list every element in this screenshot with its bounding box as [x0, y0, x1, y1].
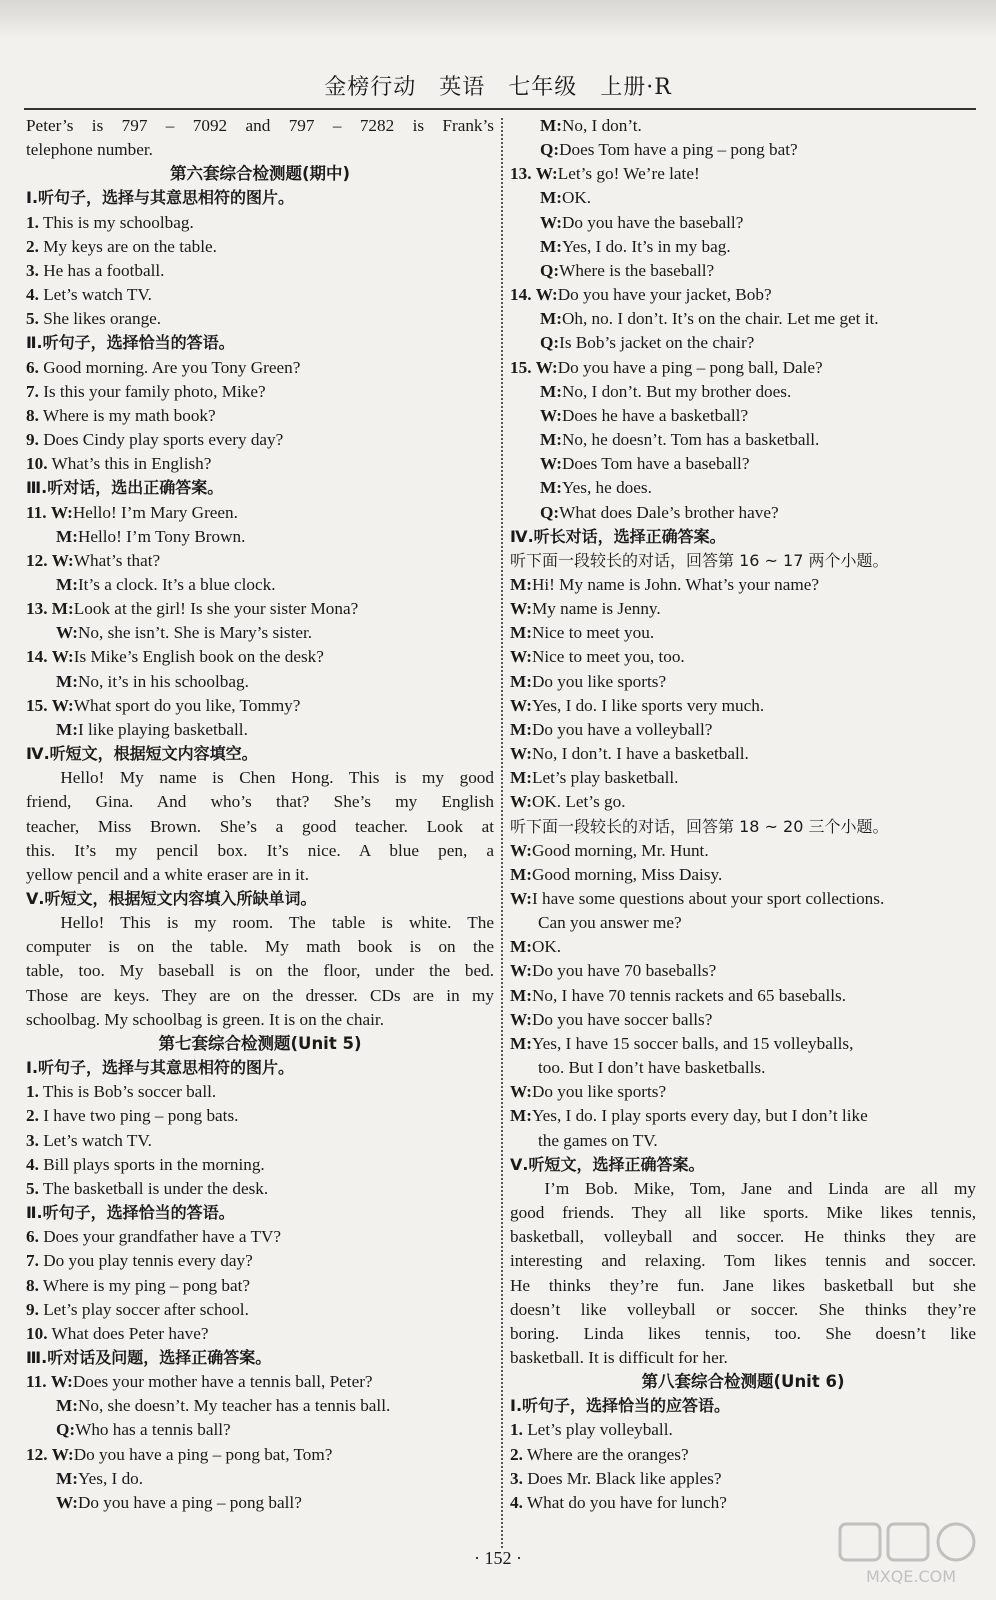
- question-text: This is my schoolbag.: [38, 212, 194, 232]
- dialogue-text: Yes, he does.: [561, 478, 652, 498]
- page-header-title: 金榜行动 英语 七年级 上册·R: [324, 75, 672, 100]
- dialogue-text: Good morning, Miss Daisy.: [531, 864, 723, 884]
- speaker-label: W:: [535, 164, 558, 184]
- question-number: 9.: [26, 430, 39, 450]
- paragraph-line: friend, Gina. And who’s that? She’s my English: [26, 792, 494, 812]
- speaker-label: M:: [56, 719, 78, 739]
- question-number: 4.: [26, 1154, 39, 1174]
- dialogue-line: [510, 1104, 976, 1128]
- question-text: Where are the oranges?: [522, 1444, 689, 1464]
- question-item: [510, 1443, 976, 1467]
- question-text: Where is my math book?: [38, 405, 216, 425]
- dialogue-text: Yes, I have 15 soccer balls, and 15 volleyballs,: [531, 1033, 854, 1053]
- dialogue-text: Does he have a basketball?: [561, 405, 749, 425]
- question-number: 10.: [26, 454, 48, 474]
- dialogue-line: [510, 863, 976, 887]
- speaker-label: Q:: [540, 260, 560, 280]
- speaker-label: W:: [50, 1372, 73, 1392]
- dialogue-text: No, I have 70 tennis rackets and 65 baseballs.: [531, 985, 847, 1005]
- speaker-label: W:: [510, 647, 532, 667]
- question-item: [26, 452, 494, 476]
- part-heading: Ⅳ.听长对话，选择正确答案。: [510, 526, 726, 546]
- dialogue-text: What does Dale’s brother have?: [559, 502, 779, 522]
- part-heading: Ⅰ.听句子，选择与其意思相符的图片。: [26, 1058, 295, 1078]
- question-text: What do you have for lunch?: [522, 1492, 727, 1512]
- question-item: [26, 1225, 494, 1249]
- question-number: 12.: [26, 550, 48, 570]
- dialogue-line: [510, 887, 976, 911]
- question-item: [26, 404, 494, 428]
- dialogue-line: [510, 1008, 976, 1032]
- question-number: 7.: [26, 1251, 39, 1271]
- question-text: Let’s play volleyball.: [522, 1420, 673, 1440]
- dialogue-line: [510, 718, 976, 742]
- question-text: Do you have your jacket, Bob?: [557, 285, 772, 305]
- speaker-label: W:: [510, 961, 532, 981]
- dialogue-line: [510, 428, 976, 452]
- dialogue-text: OK.: [531, 937, 562, 957]
- question-item: [26, 1080, 494, 1104]
- dialogue-text: Do you like sports?: [531, 1082, 667, 1102]
- question-item: [510, 1491, 976, 1515]
- watermark-logo-icon: [836, 1518, 986, 1588]
- question-number: 6.: [26, 1227, 39, 1247]
- dialogue-line: [510, 573, 976, 597]
- dialogue-text: My name is Jenny.: [531, 599, 661, 619]
- question-item: [26, 259, 494, 283]
- speaker-label: Q:: [56, 1420, 76, 1440]
- question-number: 14.: [510, 285, 532, 305]
- part-heading: Ⅴ.听短文，根据短文内容填入所缺单词。: [26, 889, 317, 908]
- dialogue-line: [510, 501, 976, 525]
- question-number: 3.: [510, 1468, 523, 1488]
- paragraph-line: basketball, volleyball and soccer. He thinks they are: [510, 1227, 976, 1247]
- right-column: [510, 114, 976, 1515]
- column-divider: [501, 118, 503, 1548]
- dialogue-line: [510, 138, 976, 162]
- speaker-label: M:: [510, 985, 532, 1005]
- speaker-label: M:: [510, 574, 532, 594]
- speaker-label: W:: [51, 647, 74, 667]
- question-number: 9.: [26, 1299, 39, 1319]
- dialogue-line: [510, 790, 976, 814]
- question-number: 3.: [26, 1130, 39, 1150]
- question-number: 15.: [510, 357, 532, 377]
- dialogue-text: No, she doesn’t. My teacher has a tennis ball.: [77, 1396, 391, 1416]
- speaker-label: M:: [510, 719, 532, 739]
- question-text: Does your mother have a tennis ball, Peter?: [72, 1372, 373, 1392]
- question-item: [510, 356, 976, 380]
- speaker-label: M:: [510, 1033, 532, 1053]
- dialogue-line: [510, 1032, 976, 1056]
- header-rule: [24, 108, 976, 110]
- dialogue-line: [510, 114, 976, 138]
- speaker-label: W:: [510, 1009, 532, 1029]
- question-item: [26, 1249, 494, 1273]
- dialogue-text: OK. Let’s go.: [531, 792, 626, 812]
- speaker-label: W:: [540, 454, 562, 474]
- speaker-label: M:: [540, 188, 562, 208]
- paragraph-line: computer is on the table. My math book is on the: [26, 937, 494, 957]
- question-number: 10.: [26, 1323, 48, 1343]
- dialogue-text: Who has a tennis ball?: [75, 1420, 231, 1440]
- question-text: He has a football.: [38, 260, 165, 280]
- dialogue-line: [26, 525, 494, 549]
- paragraph-line: telephone number.: [26, 140, 153, 160]
- question-number: 4.: [510, 1492, 523, 1512]
- question-number: 1.: [26, 212, 39, 232]
- speaker-label: W:: [540, 212, 562, 232]
- dialogue-line: [26, 1394, 494, 1418]
- paragraph-line: doesn’t like volleyball or soccer. She thinks they’re: [510, 1299, 976, 1319]
- question-number: 7.: [26, 381, 39, 401]
- question-number: 8.: [26, 405, 39, 425]
- dialogue-line: [26, 1467, 494, 1491]
- dialogue-text: No, I don’t. I have a basketball.: [531, 744, 749, 764]
- question-item: [26, 1104, 494, 1128]
- speaker-label: W:: [540, 405, 562, 425]
- dialogue-line: [510, 645, 976, 669]
- dialogue-text: Do you have a volleyball?: [531, 719, 713, 739]
- question-item: [26, 1177, 494, 1201]
- question-text: Does your grandfather have a TV?: [38, 1227, 282, 1247]
- question-text: Does Mr. Black like apples?: [522, 1468, 722, 1488]
- question-text: Let’s play soccer after school.: [38, 1299, 249, 1319]
- speaker-label: M:: [56, 574, 78, 594]
- paragraph-line: Peter’s is 797 – 7092 and 797 – 7282 is Frank’s: [26, 116, 494, 135]
- dialogue-line: [26, 621, 494, 645]
- dialogue-text: It’s a clock. It’s a blue clock.: [77, 574, 276, 594]
- question-item: [510, 162, 976, 186]
- question-text: Is Mike’s English book on the desk?: [73, 647, 324, 667]
- dialogue-text: Do you have the baseball?: [561, 212, 744, 232]
- question-number: 5.: [26, 1178, 39, 1198]
- speaker-label: Q:: [540, 140, 560, 160]
- speaker-label: W:: [510, 744, 532, 764]
- dialogue-line: [26, 718, 494, 742]
- watermark-text: MXQE.COM: [865, 1567, 957, 1586]
- question-item: [510, 283, 976, 307]
- question-text: She likes orange.: [38, 309, 162, 329]
- page-number: · 152 ·: [474, 1548, 522, 1568]
- question-text: Let’s go! We’re late!: [557, 164, 700, 184]
- dialogue-text: Hello! I’m Tony Brown.: [77, 526, 246, 546]
- paragraph-line: interesting and relaxing. Tom likes tennis and soccer.: [510, 1251, 976, 1271]
- dialogue-text: I have some questions about your sport collections.: [531, 889, 885, 908]
- question-text: Is this your family photo, Mike?: [38, 381, 266, 401]
- dialogue-text: Yes, I do. I play sports every day, but I don’t like: [531, 1106, 868, 1126]
- dialogue-line: [510, 766, 976, 790]
- question-text: Let’s watch TV.: [38, 285, 152, 305]
- dialogue-text: I like playing basketball.: [77, 719, 248, 739]
- speaker-label: M:: [540, 236, 562, 256]
- question-text: This is Bob’s soccer ball.: [38, 1082, 217, 1102]
- part-heading: Ⅱ.听句子，选择恰当的答语。: [26, 1203, 235, 1223]
- dialogue-line: [510, 839, 976, 863]
- speaker-label: W:: [510, 695, 532, 715]
- question-text: What sport do you like, Tommy?: [73, 695, 301, 715]
- question-item: [26, 597, 494, 621]
- question-item: [26, 694, 494, 718]
- speaker-label: W:: [535, 285, 558, 305]
- question-number: 3.: [26, 260, 39, 280]
- paragraph-line: He thinks they’re fun. Jane likes basketball but she: [510, 1275, 976, 1295]
- question-item: [26, 645, 494, 669]
- paragraph-line: Those are keys. They are on the dresser. CDs are in my: [26, 985, 494, 1005]
- question-number: 14.: [26, 647, 48, 667]
- section-title: 第七套综合检测题(Unit 5): [158, 1033, 362, 1053]
- dialogue-line: [510, 984, 976, 1008]
- question-item: [26, 549, 494, 573]
- speaker-label: M:: [56, 671, 78, 691]
- dialogue-text: Nice to meet you, too.: [531, 647, 685, 667]
- question-text: Hello! I’m Mary Green.: [72, 502, 238, 522]
- dialogue-text: Yes, I do. It’s in my bag.: [561, 236, 731, 256]
- speaker-label: M:: [56, 1396, 78, 1416]
- question-text: The basketball is under the desk.: [38, 1178, 269, 1198]
- instruction-line: 听下面一段较长的对话，回答第 18 ~ 20 三个小题。: [510, 816, 889, 836]
- question-item: [26, 1129, 494, 1153]
- speaker-label: W:: [510, 840, 532, 860]
- speaker-label: W:: [56, 1492, 78, 1512]
- speaker-label: W:: [510, 1082, 532, 1102]
- question-text: What’s this in English?: [47, 454, 212, 474]
- speaker-label: W:: [51, 695, 74, 715]
- question-item: [510, 1467, 976, 1491]
- speaker-label: M:: [510, 623, 532, 643]
- paragraph-line: I’m Bob. Mike, Tom, Jane and Linda are all my: [544, 1178, 976, 1198]
- question-item: [26, 1443, 494, 1467]
- paragraph-line: yellow pencil and a white eraser are in it.: [26, 864, 309, 884]
- speaker-label: M:: [510, 864, 532, 884]
- speaker-label: M:: [510, 768, 532, 788]
- instruction-line: 听下面一段较长的对话，回答第 16 ~ 17 两个小题。: [510, 550, 889, 570]
- question-number: 2.: [26, 1106, 39, 1126]
- question-item: [26, 1153, 494, 1177]
- dialogue-line: [510, 186, 976, 210]
- question-item: [26, 356, 494, 380]
- dialogue-text: No, I don’t.: [561, 116, 642, 135]
- speaker-label: M:: [56, 526, 78, 546]
- dialogue-line: [510, 331, 976, 355]
- question-item: [26, 1274, 494, 1298]
- speaker-label: M:: [540, 116, 562, 135]
- dialogue-text: Yes, I do. I like sports very much.: [531, 695, 765, 715]
- question-number: 2.: [510, 1444, 523, 1464]
- part-heading: Ⅲ.听对话，选出正确答案。: [26, 478, 224, 498]
- question-number: 5.: [26, 309, 39, 329]
- question-number: 4.: [26, 285, 39, 305]
- question-text: Do you have a ping – pong bat, Tom?: [73, 1444, 333, 1464]
- dialogue-line: [510, 307, 976, 331]
- paragraph-line: boring. Linda likes tennis, too. She doesn’t like: [510, 1323, 976, 1343]
- question-number: 13.: [510, 164, 532, 184]
- speaker-label: M:: [510, 937, 532, 957]
- dialogue-text: Do you have 70 baseballs?: [531, 961, 717, 981]
- page-top-edge: [0, 0, 996, 40]
- speaker-label: Q:: [540, 502, 560, 522]
- question-number: 1.: [26, 1082, 39, 1102]
- dialogue-text: No, she isn’t. She is Mary’s sister.: [77, 623, 313, 643]
- speaker-label: W:: [56, 623, 78, 643]
- speaker-label: M:: [540, 309, 562, 329]
- dialogue-text: Hi! My name is John. What’s your name?: [531, 574, 819, 594]
- dialogue-text: OK.: [561, 188, 592, 208]
- question-text: What does Peter have?: [47, 1323, 209, 1343]
- dialogue-line: [26, 670, 494, 694]
- dialogue-line: [26, 1418, 494, 1442]
- dialogue-continuation: too. But I don’t have basketballs.: [538, 1058, 766, 1078]
- question-number: 15.: [26, 695, 48, 715]
- paragraph-line: Hello! My name is Chen Hong. This is my good: [60, 768, 494, 788]
- dialogue-text: Yes, I do.: [77, 1468, 144, 1488]
- part-heading: Ⅴ.听短文，选择正确答案。: [510, 1154, 705, 1174]
- paragraph-line: schoolbag. My schoolbag is green. It is on the chair.: [26, 1009, 384, 1029]
- speaker-label: M:: [56, 1468, 78, 1488]
- dialogue-text: Does Tom have a baseball?: [561, 454, 750, 474]
- question-number: 11.: [26, 1372, 47, 1392]
- question-text: Bill plays sports in the morning.: [38, 1154, 265, 1174]
- paragraph-line: table, too. My baseball is on the floor, under the bed.: [26, 961, 494, 981]
- section-title: 第六套综合检测题(期中): [169, 164, 351, 184]
- paragraph-line: Hello! This is my room. The table is white. The: [60, 913, 494, 933]
- speaker-label: W:: [535, 357, 558, 377]
- dialogue-text: Do you like sports?: [531, 671, 667, 691]
- part-heading: Ⅲ.听对话及问题，选择正确答案。: [26, 1347, 272, 1367]
- dialogue-text: Where is the baseball?: [559, 260, 715, 280]
- question-item: [26, 235, 494, 259]
- dialogue-line: [510, 259, 976, 283]
- question-item: [26, 283, 494, 307]
- question-text: Does Cindy play sports every day?: [38, 430, 284, 450]
- left-column: [26, 114, 494, 1515]
- question-text: Good morning. Are you Tony Green?: [38, 357, 301, 377]
- dialogue-text: Is Bob’s jacket on the chair?: [559, 333, 755, 353]
- dialogue-text: Nice to meet you.: [531, 623, 655, 643]
- dialogue-line: [510, 476, 976, 500]
- question-item: [510, 1418, 976, 1442]
- question-number: 1.: [510, 1420, 523, 1440]
- dialogue-line: [510, 597, 976, 621]
- question-number: 12.: [26, 1444, 48, 1464]
- speaker-label: W:: [510, 792, 532, 812]
- question-number: 13.: [26, 599, 48, 619]
- speaker-label: M:: [540, 430, 562, 450]
- question-text: Look at the girl! Is she your sister Mona?: [73, 599, 359, 619]
- question-number: 11.: [26, 502, 47, 522]
- question-item: [26, 211, 494, 235]
- dialogue-text: Do you have a ping – pong ball?: [77, 1492, 302, 1512]
- dialogue-line: [510, 694, 976, 718]
- dialogue-continuation: the games on TV.: [538, 1130, 658, 1150]
- question-item: [26, 428, 494, 452]
- dialogue-text: No, he doesn’t. Tom has a basketball.: [561, 430, 820, 450]
- speaker-label: M:: [51, 599, 74, 619]
- speaker-label: Q:: [540, 333, 560, 353]
- dialogue-text: No, I don’t. But my brother does.: [561, 381, 792, 401]
- question-text: Do you play tennis every day?: [38, 1251, 253, 1271]
- question-text: Where is my ping – pong bat?: [38, 1275, 251, 1295]
- question-item: [26, 1298, 494, 1322]
- dialogue-line: [510, 452, 976, 476]
- dialogue-text: Let’s play basketball.: [531, 768, 679, 788]
- dialogue-continuation: Can you answer me?: [538, 913, 682, 933]
- part-heading: Ⅱ.听句子，选择恰当的答语。: [26, 333, 235, 353]
- dialogue-text: No, it’s in his schoolbag.: [77, 671, 249, 691]
- dialogue-text: Oh, no. I don’t. It’s on the chair. Let me get it.: [561, 309, 879, 329]
- question-number: 8.: [26, 1275, 39, 1295]
- question-text: I have two ping – pong bats.: [38, 1106, 239, 1126]
- dialogue-line: [510, 621, 976, 645]
- question-item: [26, 380, 494, 404]
- dialogue-line: [26, 1491, 494, 1515]
- part-heading: Ⅰ.听句子，选择恰当的应答语。: [510, 1396, 731, 1416]
- paragraph-line: basketball. It is difficult for her.: [510, 1347, 728, 1367]
- dialogue-line: [510, 235, 976, 259]
- paragraph-line: this. It’s my pencil box. It’s nice. A blue pen, a: [26, 840, 494, 860]
- dialogue-text: Good morning, Mr. Hunt.: [531, 840, 709, 860]
- dialogue-line: [510, 742, 976, 766]
- question-text: Do you have a ping – pong ball, Dale?: [557, 357, 823, 377]
- question-item: [26, 1322, 494, 1346]
- question-item: [26, 307, 494, 331]
- question-text: Let’s watch TV.: [38, 1130, 152, 1150]
- part-heading: Ⅰ.听句子，选择与其意思相符的图片。: [26, 188, 295, 208]
- speaker-label: M:: [510, 671, 532, 691]
- part-heading: Ⅳ.听短文，根据短文内容填空。: [26, 744, 258, 764]
- dialogue-line: [510, 959, 976, 983]
- dialogue-text: Does Tom have a ping – pong bat?: [559, 140, 798, 160]
- question-item: [26, 501, 494, 525]
- dialogue-line: [510, 1080, 976, 1104]
- dialogue-line: [510, 404, 976, 428]
- speaker-label: M:: [540, 381, 562, 401]
- dialogue-line: [510, 670, 976, 694]
- dialogue-line: [510, 380, 976, 404]
- speaker-label: W:: [510, 599, 532, 619]
- speaker-label: W:: [510, 889, 532, 908]
- paragraph-line: teacher, Miss Brown. She’s a good teacher. Look at: [26, 816, 494, 836]
- dialogue-line: [510, 211, 976, 235]
- paragraph-line: good friends. They all like sports. Mike likes tennis,: [510, 1203, 976, 1223]
- dialogue-text: Do you have soccer balls?: [531, 1009, 713, 1029]
- speaker-label: W:: [51, 550, 74, 570]
- question-text: What’s that?: [73, 550, 161, 570]
- section-title: 第八套综合检测题(Unit 6): [641, 1372, 845, 1392]
- question-number: 6.: [26, 357, 39, 377]
- speaker-label: W:: [51, 1444, 74, 1464]
- question-number: 2.: [26, 236, 39, 256]
- dialogue-line: [510, 935, 976, 959]
- dialogue-line: [26, 573, 494, 597]
- speaker-label: M:: [510, 1106, 532, 1126]
- speaker-label: W:: [50, 502, 73, 522]
- question-item: [26, 1370, 494, 1394]
- speaker-label: M:: [540, 478, 562, 498]
- question-text: My keys are on the table.: [38, 236, 217, 256]
